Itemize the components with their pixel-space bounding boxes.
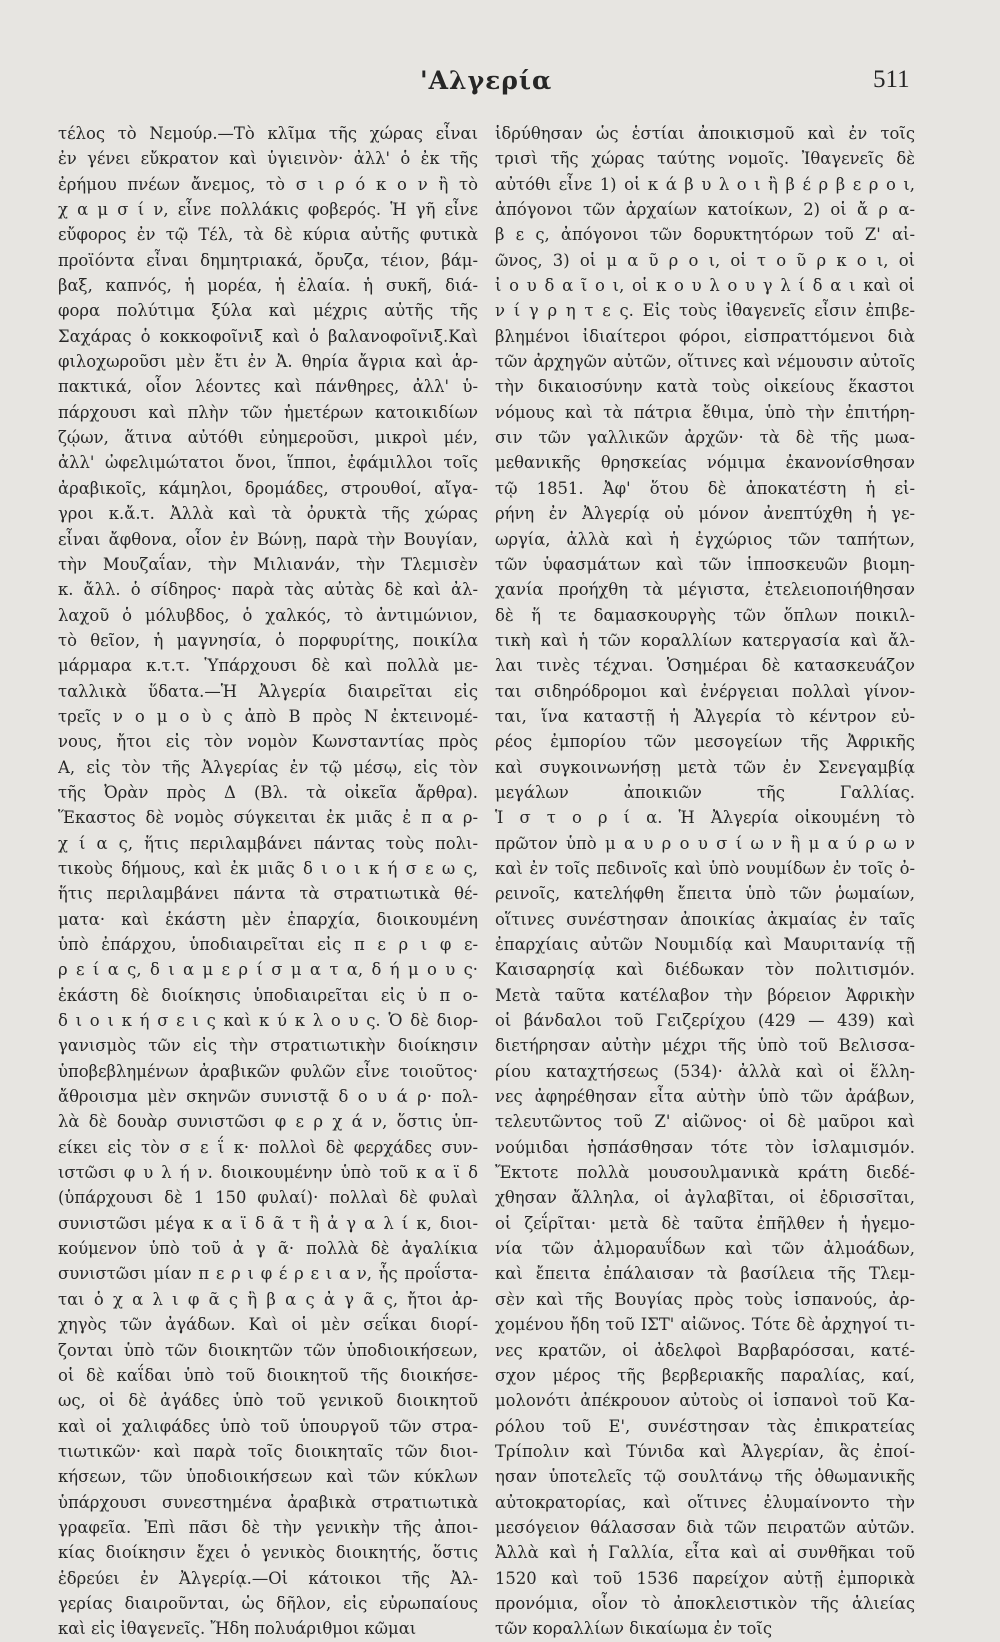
text-line: σχον μέρος τῆς βερβεριακῆς παραλίας, καί, <box>495 1365 915 1385</box>
text-line: Καισαρησίᾳ καὶ διέδωκαν τὸν πολιτισμόν. <box>495 960 915 980</box>
text-line: νόμους καὶ τὰ πάτρια ἔθιμα, ὑπὸ τὴν ἐπιτήρη- <box>495 402 915 422</box>
text-line: χηγὸς τῶν ἀγάδων. Καὶ οἱ μὲν σεΐκαι διορί- <box>58 1315 478 1335</box>
text-column-left <box>58 121 478 1642</box>
text-line: αὐτοκρατορίας, καὶ οἵτινες ἐλυμαίνοντο τὴν <box>495 1492 915 1512</box>
text-line: τῶν ἀρχηγῶν αὐτῶν, οἵτινες καὶ νέμουσιν αὐτοῖς <box>495 352 915 372</box>
text-line: χανία προήχθη τὰ μέγιστα, ἐτελειοποιήθησαν <box>495 580 915 600</box>
text-line: οἱ ζεΐρῖται· μετὰ δὲ ταῦτα ἐπῆλθεν ἡ ἡγεμο- <box>495 1213 915 1233</box>
text-line: ἐρήμου πνέων ἄνεμος, τὸ σ ι ρ ό κ ο ν ἢ τὸ <box>58 174 478 194</box>
text-line: τικοὺς δήμους, καὶ ἐκ μιᾶς δ ι ο ι κ ή σ ε ω ς, <box>58 858 478 878</box>
text-line: σιν τῶν γαλλικῶν ἀρχῶν· τὰ δὲ τῆς μωα- <box>495 428 915 448</box>
text-line: τὸ θεῖον, ἡ μαγνησία, ὁ πορφυρίτης, ποικίλα <box>58 630 478 650</box>
text-line: βλημένοι ἰδιαίτεροι φόροι, εἰσπραττόμενοι διὰ <box>495 326 915 346</box>
text-line: πρῶτον ὑπὸ μ α υ ρ ο υ σ ί ω ν ἢ μ α ύ ρ ω ν <box>495 833 915 853</box>
text-line: ἥτις περιλαμβάνει πάντα τὰ στρατιωτικὰ θέ- <box>58 884 478 904</box>
text-line: προϊόντα εἶναι δημητριακά, ὄρυζα, τέιον, βάμ- <box>58 250 478 270</box>
text-line: β ε ς, ἀπόγονοι τῶν δορυκτητόρων τοῦ Ζ' αἰ- <box>495 225 915 245</box>
text-line: λαχοῦ ὁ μόλυβδος, ὁ χαλκός, τὸ ἀντιμώνιον, <box>58 605 478 625</box>
text-line: ρ ε ί α ς, δ ι α μ ε ρ ί σ μ α τ α, δ ή μ ο υ ς· <box>58 960 478 980</box>
text-line: συνιστῶσι μίαν π ε ρ ι φ έ ρ ε ι α ν, ἧς προΐστα- <box>58 1264 478 1284</box>
text-line: ἀραβικοῖς, κάμηλοι, δρομάδες, στρουθοί, αἴγα- <box>58 478 478 498</box>
text-line: καὶ εἰς ἰθαγενεῖς. Ἤδη πολυάριθμοι κῶμαι <box>58 1619 417 1639</box>
text-line: ησαν ὑποτελεῖς τῷ σουλτάνῳ τῆς ὀθωμανικῆς <box>495 1467 915 1487</box>
text-line: Ἀλλὰ καὶ ἡ Γαλλία, εἶτα καὶ αἱ συνθῆκαι τοῦ <box>495 1543 915 1563</box>
text-line: τὴν δικαιοσύνην κατὰ τοὺς οἰκείους ἕκαστοι <box>495 377 915 397</box>
text-line: τὴν Μουζαΐαν, τὴν Μιλιανάν, τὴν Τλεμισὲν <box>58 554 478 574</box>
text-line: πακτικά, οἷον λέοντες καὶ πάνθηρες, ἀλλ' ὑ- <box>58 377 478 397</box>
text-line: γραφεῖα. Ἐπὶ πᾶσι δὲ τὴν γενικὴν τῆς ἀποι- <box>58 1517 478 1537</box>
text-line: τέλος τὸ Νεμούρ.—Τὸ κλῖμα τῆς χώρας εἶναι <box>58 124 478 143</box>
text-line: φιλοχωροῦσι μὲν ἔτι ἐν Ἀ. θηρία ἄγρια καὶ ἁρ- <box>58 352 478 372</box>
text-line: βαξ, καπνός, ἡ μορέα, ἡ ἐλαία. ἡ συκῆ, διά- <box>58 276 478 296</box>
text-line: κίας διοίκησιν ἔχει ὁ γενικὸς διοικητής, ὅστις <box>58 1543 478 1563</box>
text-line: μολονότι ἀπέκρουον αὐτοὺς οἱ ἱσπανοὶ τοῦ Κα- <box>495 1391 915 1411</box>
text-line: τικὴ καὶ ἡ τῶν κοραλλίων κατεργασία καὶ ἄλ- <box>495 630 915 650</box>
running-head <box>0 66 1000 106</box>
text-line: νία τῶν ἀλμοραυΐδων καὶ τῶν ἀλμοάδων, <box>495 1239 915 1259</box>
text-line: Τρίπολιν καὶ Τύνιδα καὶ Ἀλγερίαν, ἃς ἐποί- <box>495 1441 915 1461</box>
text-line: 1520 καὶ τοῦ 1536 παρείχον αὐτῇ ἐμπορικὰ <box>495 1568 915 1588</box>
text-line: διετήρησαν αὐτὴν μέχρι τῆς ὑπὸ τοῦ Βελισσα- <box>495 1036 915 1056</box>
text-line: οἱ δὲ καΐδαι ὑπὸ τοῦ διοικητοῦ τῆς διοικήσε- <box>58 1365 478 1385</box>
text-line: ρήνη ἐν Ἀλγερίᾳ οὐ μόνον ἀνεπτύχθη ἡ γε- <box>495 504 915 524</box>
text-line: νες ἀφηρέθησαν εἶτα αὐτὴν ὑπὸ τῶν ἀράβων, <box>495 1087 915 1107</box>
text-line: χ α μ σ ί ν, εἶνε πολλάκις φοβερός. Ἡ γῆ εἶνε <box>58 200 478 220</box>
text-line: Ἕκαστος δὲ νομὸς σύγκειται ἐκ μιᾶς ἐ π α ρ- <box>58 808 478 828</box>
text-line: ἀπόγονοι τῶν ἀρχαίων κατοίκων, 2) οἱ ἄ ρ α- <box>495 200 915 220</box>
text-line: ρεινοῖς, κατελήφθη ἔπειτα ὑπὸ τῶν ῥωμαίων, <box>495 884 915 904</box>
text-line: τρεῖς ν ο μ ο ὺ ς ἀπὸ Β πρὸς Ν ἐκτεινομέ- <box>58 706 478 726</box>
running-title: 'Αλγερία <box>420 66 553 95</box>
page-number: 511 <box>873 66 910 93</box>
text-line: ρόλου τοῦ Ε', συνέστησαν τὰς ἐπικρατείας <box>495 1416 915 1436</box>
text-line: φορα πολύτιμα ξύλα καὶ μέχρις αὐτῆς τῆς <box>58 301 478 321</box>
text-line: τελευτῶντος τοῦ Ζ' αἰῶνος· οἱ δὲ μαῦροι καὶ <box>495 1112 915 1132</box>
text-line: τρισὶ τῆς χώρας ταύτης νομοῖς. Ἰθαγενεῖς δὲ <box>495 149 915 169</box>
text-line: καὶ ἐν τοῖς πεδινοῖς καὶ ὑπὸ νουμίδων ἐν τοῖς ὀ- <box>495 858 915 878</box>
text-line: ρέος ἐμπορίου τῶν μεσογείων τῆς Ἀφρικῆς <box>495 732 915 752</box>
text-line: ὑπάρχουσι συνεστημένα ἀραβικὰ στρατιωτικὰ <box>58 1492 478 1512</box>
text-line: ὑποβεβλημένων ἀραβικῶν φυλῶν εἶνε τοιοῦτος· <box>58 1061 478 1081</box>
text-line: χομένου ἤδη τοῦ ΙΣΤ' αἰῶνος. Τότε δὲ ἀρχηγοί τι- <box>495 1315 915 1335</box>
text-line: γροι κ.ἄ.τ. Ἀλλὰ καὶ τὰ ὀρυκτὰ τῆς χώρας <box>58 504 478 524</box>
text-line: καὶ οἱ χαλιφάδες ὑπὸ τοῦ ὑπουργοῦ τῶν στρα- <box>58 1416 478 1436</box>
text-line: τῆς Ὀρὰν πρὸς Δ (Βλ. τὰ οἰκεῖα ἄρθρα). <box>58 782 478 802</box>
text-line: ζονται ὑπὸ τῶν διοικητῶν τῶν ὑποδιοικήσεων, <box>58 1340 478 1360</box>
text-line: ται ὁ χ α λ ι φ ᾶ ς ἢ β α ς ἀ γ ᾶ ς, ἤτοι ἀρ- <box>58 1289 478 1309</box>
text-line: μάρμαρα κ.τ.τ. Ὑπάρχουσι δὲ καὶ πολλὰ με- <box>58 656 478 676</box>
text-line: κ. ἄλλ. ὁ σίδηρος· παρὰ τὰς αὐτὰς δὲ καὶ ἀλ- <box>58 580 478 600</box>
text-line: εἶναι ἄφθονα, οἷον ἐν Βώνῃ, παρὰ τὴν Βουγίαν, <box>58 529 478 549</box>
text-line: ματα· καὶ ἑκάστη μὲν ἐπαρχία, διοικουμένη <box>58 909 478 929</box>
text-line: ται, ἵνα καταστῇ ἡ Ἀλγερία τὸ κέντρον εὐ- <box>495 706 915 726</box>
text-line: κήσεων, τῶν ὑποδιοικήσεων καὶ τῶν κύκλων <box>58 1467 478 1487</box>
text-line: μεθανικῆς θρησκείας νόμιμα ἐκανονίσθησαν <box>495 453 915 473</box>
text-line: ἰ ο υ δ α ῖ ο ι, οἱ κ ο υ λ ο υ γ λ ί δ α ι καὶ οἱ <box>495 276 915 296</box>
text-line: προνόμια, οἷον τὸ ἀποκλειστικὸν τῆς ἁλιείας <box>495 1593 915 1613</box>
text-line: καὶ ἔπειτα ἐπάλαισαν τὰ βασίλεια τῆς Τλεμ- <box>495 1264 915 1284</box>
text-line: Α, εἰς τὸν τῆς Ἀλγερίας ἐν τῷ μέσῳ, εἰς τὸν <box>58 757 478 777</box>
text-line: είκει εἰς τὸν σ ε ΐ κ· πολλοὶ δὲ φερχάδες συν- <box>58 1137 478 1157</box>
text-line: Σαχάρας ὁ κοκκοφοῖνιξ καὶ ὁ βαλανοφοῖνιξ.Καὶ <box>58 326 478 346</box>
text-line: οἵτινες συνέστησαν ἀποικίας ἀκμαίας ἐν ταῖς <box>495 909 915 929</box>
text-line: ὑπὸ ἐπάρχου, ὑποδιαιρεῖται εἰς π ε ρ ι φ ε- <box>58 935 478 954</box>
text-line: ρίου καταχτήσεως (534)· ἀλλὰ καὶ οἱ ἕλλη- <box>495 1061 915 1081</box>
text-line: δὲ ἥ τε δαμασκουργὴς τῶν ὅπλων ποικιλ- <box>495 605 915 625</box>
text-line: ιστῶσι φ υ λ ή ν. διοικουμένην ὑπὸ τοῦ κ α ϊ δ <box>58 1163 478 1183</box>
text-line: ζῴων, ἅτινα αὐτόθι εὐημεροῦσι, μικροὶ μέν, <box>58 428 478 448</box>
text-line: ταλλικὰ ὕδατα.—Ἡ Ἀλγερία διαιρεῖται εἰς <box>58 681 478 701</box>
text-line: γανισμὸς τῶν εἰς τὴν στρατιωτικὴν διοίκησιν <box>58 1036 478 1056</box>
text-line: Μετὰ ταῦτα κατέλαβον τὴν βόρειον Ἀφρικὴν <box>495 985 915 1005</box>
text-line: μεσόγειον θάλασσαν διὰ τῶν πειρατῶν αὐτῶν. <box>495 1517 915 1537</box>
text-line: ἄθροισμα μὲν σκηνῶν συνιστᾷ δ ο υ ά ρ· πολ- <box>58 1087 478 1107</box>
text-line: τιωτικῶν· καὶ παρὰ τοῖς διοικηταῖς τῶν διοι- <box>58 1441 478 1461</box>
text-line: κούμενον ὑπὸ τοῦ ἀ γ ᾶ· πολλὰ δὲ ἀγαλίκια <box>58 1239 478 1259</box>
text-line: δ ι ο ι κ ή σ ε ι ς καὶ κ ύ κ λ ο υ ς. Ὁ δὲ διορ- <box>58 1011 478 1031</box>
text-line: λὰ δὲ δουὰρ συνιστῶσι φ ε ρ χ ά ν, ὅστις ὑπ- <box>58 1112 478 1132</box>
text-line: Ἔκτοτε πολλὰ μουσουλμανικὰ κράτη διεδέ- <box>495 1163 915 1183</box>
text-line: τῷ 1851. Ἀφ' ὅτου δὲ ἀποκατέστη ἡ εἰ- <box>495 478 915 498</box>
text-line: τῶν κοραλλίων δικαίωμα ἐν τοῖς <box>495 1619 773 1639</box>
text-line: ἑκάστη δὲ διοίκησις ὑποδιαιρεῖται εἰς ὑ π ο- <box>58 985 478 1005</box>
text-line: ν ί γ ρ η τ ε ς. Εἰς τοὺς ἰθαγενεῖς εἶσιν ἐπιβε- <box>495 301 915 321</box>
text-line: Ἱ σ τ ο ρ ί α. Ἡ Ἀλγερία οἰκουμένη τὸ <box>495 808 915 828</box>
text-line: νες κρατῶν, οἱ ἀδελφοὶ Βαρβαρόσσαι, κατέ- <box>495 1340 915 1360</box>
text-line: χθησαν ἄλληλα, οἱ ἀγλαβῖται, οἱ ἐδρισσῖται, <box>495 1188 915 1208</box>
text-line: πάρχουσι καὶ πλὴν τῶν ἡμετέρων κατοικιδίων <box>58 402 478 422</box>
text-line: χ ί α ς, ἥτις περιλαμβάνει πάντας τοὺς πολι- <box>58 833 478 853</box>
text-line: ται σιδηρόδρομοι καὶ ἐνέργειαι πολλαὶ γίνον- <box>495 681 915 701</box>
text-line: νους, ἤτοι εἰς τὸν νομὸν Κωνσταντίας πρὸς <box>58 732 478 752</box>
text-line: (ὑπάρχουσι δὲ 1 150 φυλαί)· πολλαὶ δὲ φυλαὶ <box>58 1188 478 1208</box>
text-line: λαι τινὲς τέχναι. Ὁσημέραι δὲ κατασκευάζον <box>495 656 915 676</box>
text-line: νούμιδαι ἠσπάσθησαν τότε τὸν ἰσλαμισμόν. <box>495 1137 915 1157</box>
text-line: γερίας διαιροῦνται, ὡς δῆλον, εἰς εὐρωπαίους <box>58 1593 478 1613</box>
text-line: ἱδρύθησαν ὡς ἑστίαι ἀποικισμοῦ καὶ ἐν τοῖς <box>495 124 915 143</box>
text-line: ἐπαρχίαις αὐτῶν Νουμιδίᾳ καὶ Μαυριτανίᾳ τῇ <box>495 935 915 954</box>
text-line: μεγάλων ἀποικιῶν τῆς Γαλλίας. <box>495 782 915 802</box>
text-line: εὔφορος ἐν τῷ Τέλ, τὰ δὲ κύρια αὐτῆς φυτικὰ <box>58 225 478 245</box>
text-line: ἐν γένει εὔκρατον καὶ ὑγιεινὸν· ἀλλ' ὁ ἐκ τῆς <box>58 149 478 169</box>
text-line: ωργία, ἀλλὰ καὶ ἡ ἐγχώριος τῶν ταπήτων, <box>495 529 915 549</box>
text-line: ως, οἱ δὲ ἀγάδες ὑπὸ τοῦ γενικοῦ διοικητοῦ <box>58 1391 478 1411</box>
text-line: ῶνος, 3) οἱ μ α ῦ ρ ο ι, οἱ τ ο ῦ ρ κ ο ι, οἱ <box>495 250 915 270</box>
text-line: σὲν καὶ τῆς Βουγίας πρὸς τοὺς ἱσπανούς, ἀρ- <box>495 1289 915 1309</box>
text-line: τῶν ὑφασμάτων καὶ τῶν ἱπποσκευῶν βιομη- <box>495 554 915 574</box>
text-line: συνιστῶσι μέγα κ α ϊ δ ᾶ τ ἢ ἀ γ α λ ί κ, διοι- <box>58 1213 478 1233</box>
text-line: αὐτόθι εἶνε 1) οἱ κ ά β υ λ ο ι ἢ β έ ρ β ε ρ ο ι, <box>495 174 915 194</box>
text-line: ἀλλ' ὠφελιμώτατοι ὄνοι, ἵπποι, ἐφάμιλλοι τοῖς <box>58 453 478 473</box>
text-line: καὶ συγκοινωνήσῃ μετὰ τῶν ἐν Σενεγαμβίᾳ <box>495 757 915 777</box>
text-line: οἱ βάνδαλοι τοῦ Γειζερίχου (429 — 439) καὶ <box>495 1011 915 1031</box>
text-line: ἑδρεύει ἐν Ἀλγερίᾳ.—Οἱ κάτοικοι τῆς Ἀλ- <box>58 1568 478 1588</box>
text-column-right <box>495 121 915 1642</box>
